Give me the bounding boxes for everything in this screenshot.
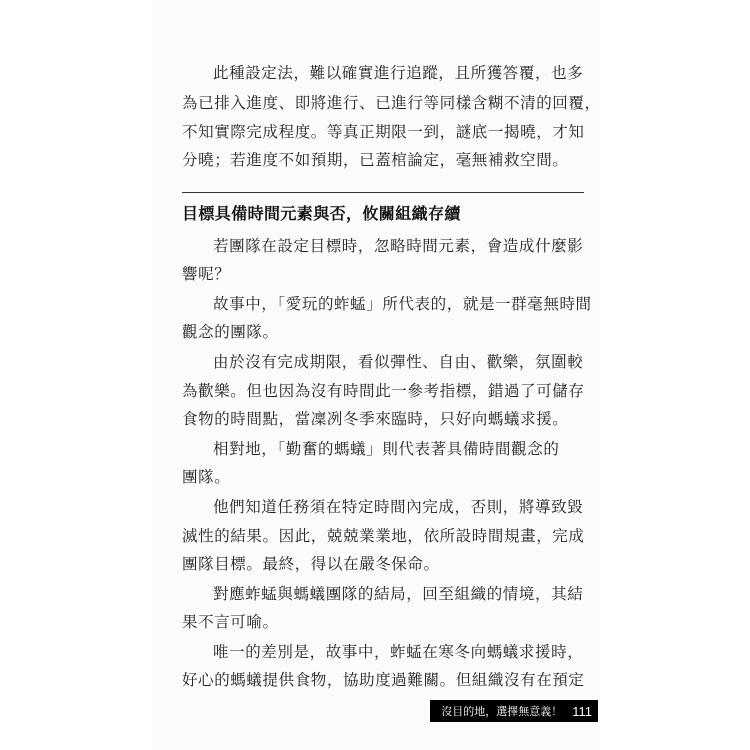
section-heading: 目標具備時間元素與否，攸關組織存續 xyxy=(182,204,461,223)
body-line: 好心的螞蟻提供食物，協助度過難關。但組織沒有在預定 xyxy=(182,671,585,689)
body-line: 若團隊在設定目標時，忽略時間元素，會造成什麼影 xyxy=(213,237,584,255)
body-line: 響呢？ xyxy=(182,265,231,283)
intro-line: 此種設定法，難以確實進行追蹤，且所獲答覆，也多 xyxy=(213,64,584,82)
page-number: 111 xyxy=(572,703,592,719)
body-line: 滅性的結果。因此，兢兢業業地，依所設時間規畫，完成 xyxy=(182,527,585,545)
body-line: 觀念的團隊。 xyxy=(182,323,279,341)
body-line: 團隊。 xyxy=(182,468,231,486)
body-line: 他們知道任務須在特定時間內完成，否則，將導致毀 xyxy=(213,498,584,516)
body-line: 食物的時間點，當凜冽冬季來臨時，只好向螞蟻求援。 xyxy=(182,410,569,428)
body-line: 唯一的差別是，故事中，蚱蜢在寒冬向螞蟻求援時， xyxy=(213,643,584,661)
body-line: 故事中，「愛玩的蚱蜢」所代表的，就是一群毫無時間 xyxy=(213,295,592,313)
intro-line: 分曉；若進度不如預期，已蓋棺論定，毫無補救空間。 xyxy=(182,151,569,169)
intro-line: 為已排入進度、即將進行、已進行等同樣含糊不清的回覆， xyxy=(182,94,601,112)
body-line: 由於沒有完成期限，看似彈性、自由、歡樂，氛圍較 xyxy=(213,353,584,371)
body-line: 團隊目標。最終，得以在嚴冬保命。 xyxy=(182,555,440,573)
intro-line: 不知實際完成程度。等真正期限一到，謎底一揭曉，才知 xyxy=(182,123,585,141)
footer-book-title: 沒目的地，選擇無意義！ xyxy=(441,705,563,718)
body-line: 果不言可喻。 xyxy=(182,613,279,631)
body-line: 對應蚱蜢與螞蟻團隊的結局，回至組織的情境，其結 xyxy=(213,585,584,603)
section-divider xyxy=(182,192,584,193)
body-line: 為歡樂。但也因為沒有時間此一參考指標，錯過了可儲存 xyxy=(182,382,585,400)
page-footer xyxy=(430,700,598,722)
body-line: 相對地，「勤奮的螞蟻」則代表著具備時間觀念的 xyxy=(213,440,560,458)
